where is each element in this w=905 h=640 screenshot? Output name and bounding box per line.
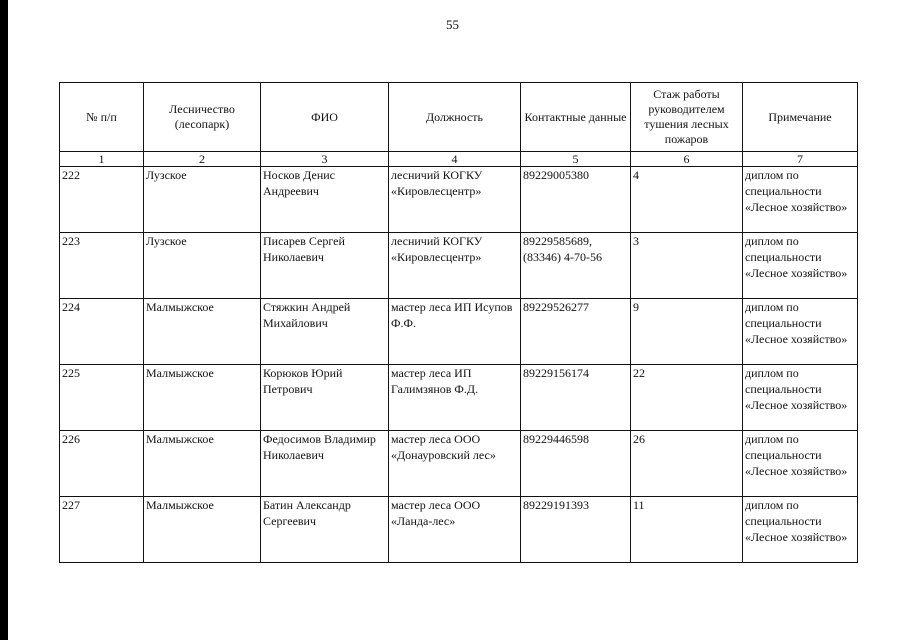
- row-experience: 9: [631, 299, 743, 365]
- table-row: [60, 299, 858, 365]
- row-contacts: 89229446598: [521, 431, 631, 497]
- header-number: № п/п: [60, 83, 144, 152]
- page-number: 55: [446, 17, 459, 32]
- header-full-name: ФИО: [261, 83, 389, 152]
- row-forestry: Малмыжское: [144, 431, 261, 497]
- row-number: 227: [60, 497, 144, 563]
- row-number: 224: [60, 299, 144, 365]
- row-full-name: Стяжкин Андрей Михайлович: [261, 299, 389, 365]
- column-number: 2: [144, 152, 261, 167]
- column-number: 3: [261, 152, 389, 167]
- column-number: 4: [389, 152, 521, 167]
- header-forestry: Лесничество (лесопарк): [144, 83, 261, 152]
- header-contacts: Контактные данные: [521, 83, 631, 152]
- table-row: [60, 365, 858, 431]
- table-row: [60, 167, 858, 233]
- row-note: диплом по специальности «Лесное хозяйство»: [743, 233, 858, 299]
- row-note: диплом по специальности «Лесное хозяйство»: [743, 167, 858, 233]
- column-number: 7: [743, 152, 858, 167]
- row-number: 225: [60, 365, 144, 431]
- row-forestry: Малмыжское: [144, 365, 261, 431]
- row-number: 223: [60, 233, 144, 299]
- header-experience: Стаж работы руководителем тушения лесных пожаров: [631, 83, 743, 152]
- row-number: 226: [60, 431, 144, 497]
- row-experience: 22: [631, 365, 743, 431]
- row-full-name: Писарев Сергей Николаевич: [261, 233, 389, 299]
- row-forestry: Малмыжское: [144, 299, 261, 365]
- row-position: лесничий КОГКУ «Кировлесцентр»: [389, 167, 521, 233]
- column-number: 6: [631, 152, 743, 167]
- row-position: мастер леса ООО «Ланда-лес»: [389, 497, 521, 563]
- table-row: [60, 431, 858, 497]
- table-row: [60, 497, 858, 563]
- row-contacts: 89229005380: [521, 167, 631, 233]
- row-full-name: Федосимов Владимир Николаевич: [261, 431, 389, 497]
- forestry-staff-table: [59, 82, 858, 563]
- column-number: 1: [60, 152, 144, 167]
- row-full-name: Корюков Юрий Петрович: [261, 365, 389, 431]
- row-position: лесничий КОГКУ «Кировлесцентр»: [389, 233, 521, 299]
- scan-edge-bar: [0, 0, 8, 640]
- row-contacts: 89229526277: [521, 299, 631, 365]
- row-number: 222: [60, 167, 144, 233]
- row-experience: 26: [631, 431, 743, 497]
- table-header-row: [60, 83, 858, 152]
- row-forestry: Лузское: [144, 167, 261, 233]
- column-number: 5: [521, 152, 631, 167]
- row-position: мастер леса ООО «Донауровский лес»: [389, 431, 521, 497]
- row-full-name: Носков Денис Андреевич: [261, 167, 389, 233]
- row-position: мастер леса ИП Исупов Ф.Ф.: [389, 299, 521, 365]
- row-note: диплом по специальности «Лесное хозяйство»: [743, 299, 858, 365]
- row-forestry: Лузское: [144, 233, 261, 299]
- row-note: диплом по специальности «Лесное хозяйство»: [743, 365, 858, 431]
- header-position: Должность: [389, 83, 521, 152]
- row-experience: 3: [631, 233, 743, 299]
- row-experience: 4: [631, 167, 743, 233]
- row-contacts: 89229585689, (83346) 4-70-56: [521, 233, 631, 299]
- row-note: диплом по специальности «Лесное хозяйство»: [743, 431, 858, 497]
- row-experience: 11: [631, 497, 743, 563]
- header-note: Примечание: [743, 83, 858, 152]
- row-contacts: 89229156174: [521, 365, 631, 431]
- row-contacts: 89229191393: [521, 497, 631, 563]
- table-row: [60, 233, 858, 299]
- column-number-row: [60, 152, 858, 167]
- row-full-name: Батин Александр Сергеевич: [261, 497, 389, 563]
- row-position: мастер леса ИП Галимзянов Ф.Д.: [389, 365, 521, 431]
- row-note: диплом по специальности «Лесное хозяйство»: [743, 497, 858, 563]
- row-forestry: Малмыжское: [144, 497, 261, 563]
